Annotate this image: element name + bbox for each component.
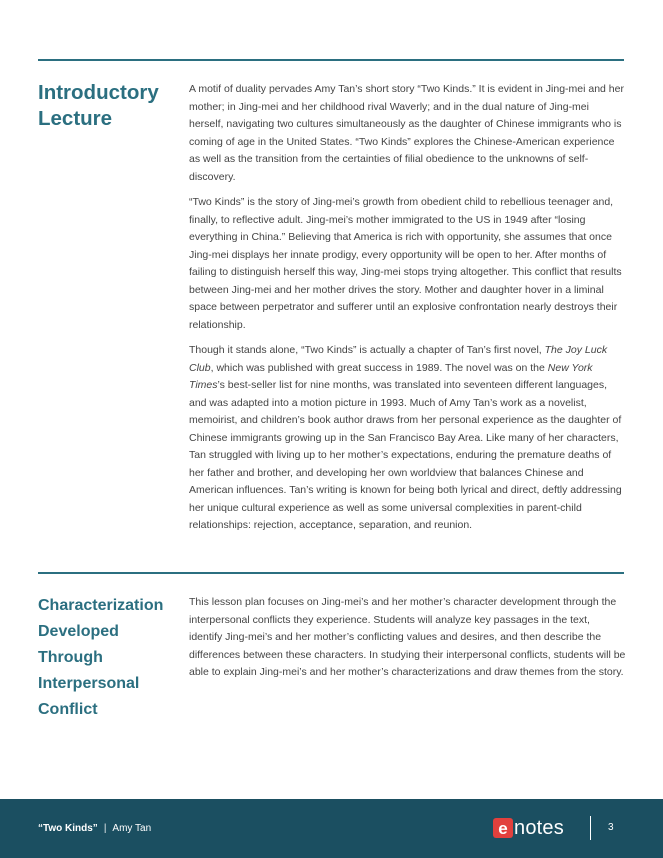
intro-paragraph-1: A motif of duality pervades Amy Tan’s short story “Two Kinds.” It is evident in Jing-mei and her mother; in Jing-mei and her childhood rival Waverly; and in the dual nature of Jing-mei herself, navigating two cultures simultaneously as the daughter of Chinese immigrants who is coming of age in the United States. “Two Kinds” explores the Chinese-American experience as well as the transition from the certainties of filial obedience to the unknowns of self-discovery. (189, 83, 624, 183)
footer-author: Amy Tan (112, 823, 152, 834)
p3-text-b: , which was published with great success in 1989. The novel was on the (210, 361, 548, 374)
intro-paragraph-3 (189, 342, 626, 535)
top-divider (38, 59, 624, 61)
characterization-paragraph-1: This lesson plan focuses on Jing-mei’s and her mother’s character development through the interpersonal conflicts they experience. Students will analyze key passages in the text, identify Jing-mei’s and her mother’s conflicting values and desires, and then describe the differences between these characters. In studying their interpersonal conflicts, students will be able to explain Jing-mei’s and her mother’s characterizations and draw themes from the story. (189, 596, 626, 678)
footer-divider (590, 816, 591, 840)
char-title-line4: Interpersonal (38, 675, 140, 692)
enotes-logo (493, 816, 564, 840)
p3-text-a: Though it stands alone, “Two Kinds” is actually a chapter of Tan’s first novel, (189, 344, 545, 356)
newspaper-title: New York Times (189, 361, 593, 391)
logo-text: notes (514, 816, 564, 839)
intro-paragraph-2: “Two Kinds” is the story of Jing-mei’s growth from obedient child to rebellious teenager and, finally, to reflective adult. Jing-mei’s mother immigrated to the US in 1949 after “losing everything in China.” Believing that America is rich with opportunity, she assumes that once Jing-mei displays her innate prodigy, every opportunity will be open to her. After months of failing to distinguish herself this way, Jing-mei stops trying altogether. This conflict that results between Jing-mei and her mother drives the story. Mother and daughter hover in a liminal space between perpetrator and sufferer until an explosive confrontation nearly destroys their relationship. (189, 196, 622, 331)
logo-e-icon: e (493, 818, 513, 838)
char-title-line2: Developed (38, 623, 119, 640)
char-title-line5: Conflict (38, 701, 98, 718)
footer-citation (38, 823, 151, 834)
novel-title: The Joy Luck Club (189, 344, 608, 374)
footer-story-title: “Two Kinds” (38, 823, 98, 834)
characterization-body (189, 594, 626, 690)
page-footer (0, 799, 663, 858)
intro-title-line1: Introductory (38, 81, 159, 104)
p3-text-c: ’s best-seller list for nine months, was translated into seventeen different languages, and was adapted into a motion picture in 1993. Much of Amy Tan’s work as a novelist, memoirist, and children’s book author draws from her personal experience as the daughter of Chinese immigrants growing up in the San Francisco Bay Area. Like many of her characters, Tan struggled with living up to her mother’s expectations, enduring the premature deaths of her father and brother, and developing her own worldview that balances Chinese and American influences. Tan’s writing is known for being both lyrical and direct, deftly addressing her unique cultural experience as well as some universal complexities in parent-child relationships: rejection, acceptance, separation, and reunion. (189, 379, 622, 531)
intro-body (189, 81, 626, 543)
char-title-line1: Characterization (38, 597, 164, 614)
footer-separator: | (103, 823, 107, 834)
characterization-section-title (38, 593, 178, 723)
char-title-line3: Through (38, 649, 103, 666)
middle-divider (38, 572, 624, 574)
intro-section-title (38, 80, 178, 132)
intro-title-line2: Lecture (38, 107, 113, 130)
page-number: 3 (608, 822, 614, 833)
